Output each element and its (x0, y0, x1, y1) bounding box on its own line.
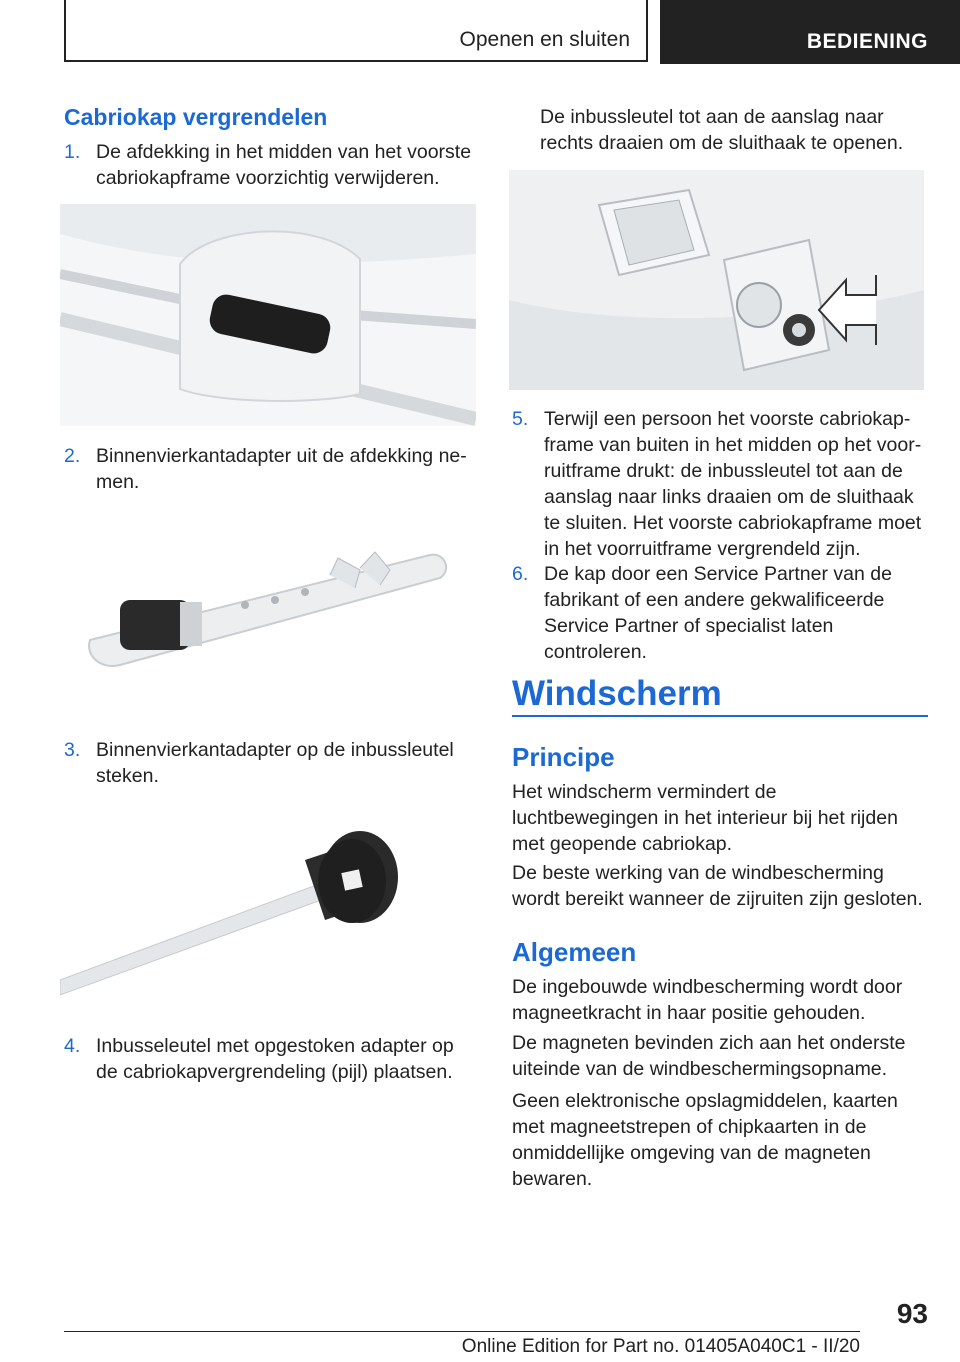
paragraph-algemeen-2: De magneten bevinden zich aan het onderste uiteinde van de windbeschermingsopname. (512, 1032, 906, 1080)
footer-rule (64, 1331, 860, 1332)
step-6 (512, 561, 926, 665)
paragraph-principe-2: De beste werking van de windbescherming wordt bereikt wanneer de zijruiten zijn gesloten. (512, 862, 923, 910)
step-number: 3. (64, 739, 81, 761)
step-4 (64, 1033, 476, 1085)
paragraph-algemeen-1: De ingebouwde windbescherming wordt door magneetkracht in haar positie gehouden. (512, 976, 903, 1024)
subheading-principe: Principe (512, 742, 615, 772)
paragraph-principe-1: Het windscherm vermindert de luchtbewegingen in het interieur bij het rijden met geopende cabriokap. (512, 781, 898, 855)
step-text: Binnenvierkantadapter op de inbussleutel steken. (96, 739, 454, 787)
step-5 (512, 406, 926, 562)
subheading-algemeen: Algemeen (512, 937, 637, 967)
step-1 (64, 139, 476, 191)
header-chapter-tab (660, 0, 960, 64)
paragraph-algemeen-3: Geen elektronische opslagmiddelen, kaarten met magneetstrepen of chipkaarten in de onmiddellijke omgeving van de magneten bewaren. (512, 1090, 898, 1190)
figure-lock-arrow (509, 170, 924, 390)
step-number: 2. (64, 445, 81, 467)
header-section-title: Openen en sluiten (459, 28, 630, 51)
header-chapter-title: BEDIENING (806, 30, 928, 53)
continuation-text: De inbussleutel tot aan de aanslag naar rechts draaien om de sluithaak te openen. (540, 106, 904, 154)
page-header (0, 0, 960, 66)
footer-edition: Online Edition for Part no. 01405A040C1 - II/20 (461, 1336, 860, 1357)
step-number: 4. (64, 1035, 81, 1057)
figure-roof-cover (60, 204, 476, 426)
step-text: Terwijl een persoon het voorste cabriokapframe van buiten in het midden op het voorruitframe drukt: de inbussleutel tot aan de aanslag naar links draaien om de sluithaak te sluiten. Het voorste cabriokapframe moet in het voorruitframe vergrendeld zijn. (544, 408, 922, 560)
figure-square-adapter (60, 530, 476, 690)
step-number: 1. (64, 141, 81, 163)
step-text: De afdekking in het midden van het voorste cabriokapframe voorzichtig verwijderen. (96, 141, 472, 189)
step-3 (64, 737, 476, 789)
step-number: 6. (512, 563, 529, 585)
step-2 (64, 443, 476, 495)
step-text: Inbusseleutel met opgestoken adapter op de cabriokapvergrendeling (pijl) plaatsen. (96, 1035, 454, 1083)
figure-hex-key-adapter (60, 825, 476, 1000)
section-heading-cabriokap: Cabriokap vergrendelen (64, 104, 328, 130)
step-text: De kap door een Service Partner van de fabrikant of een andere gekwalificeerde Service Partner of specialist laten controleren. (544, 563, 892, 663)
page-number: 93 (896, 1298, 928, 1329)
step-text: Binnenvierkantadapter uit de afdekking nemen. (96, 445, 467, 493)
step-number: 5. (512, 408, 529, 430)
section-title-windscherm: Windscherm (512, 674, 722, 713)
section-rule (512, 715, 928, 717)
